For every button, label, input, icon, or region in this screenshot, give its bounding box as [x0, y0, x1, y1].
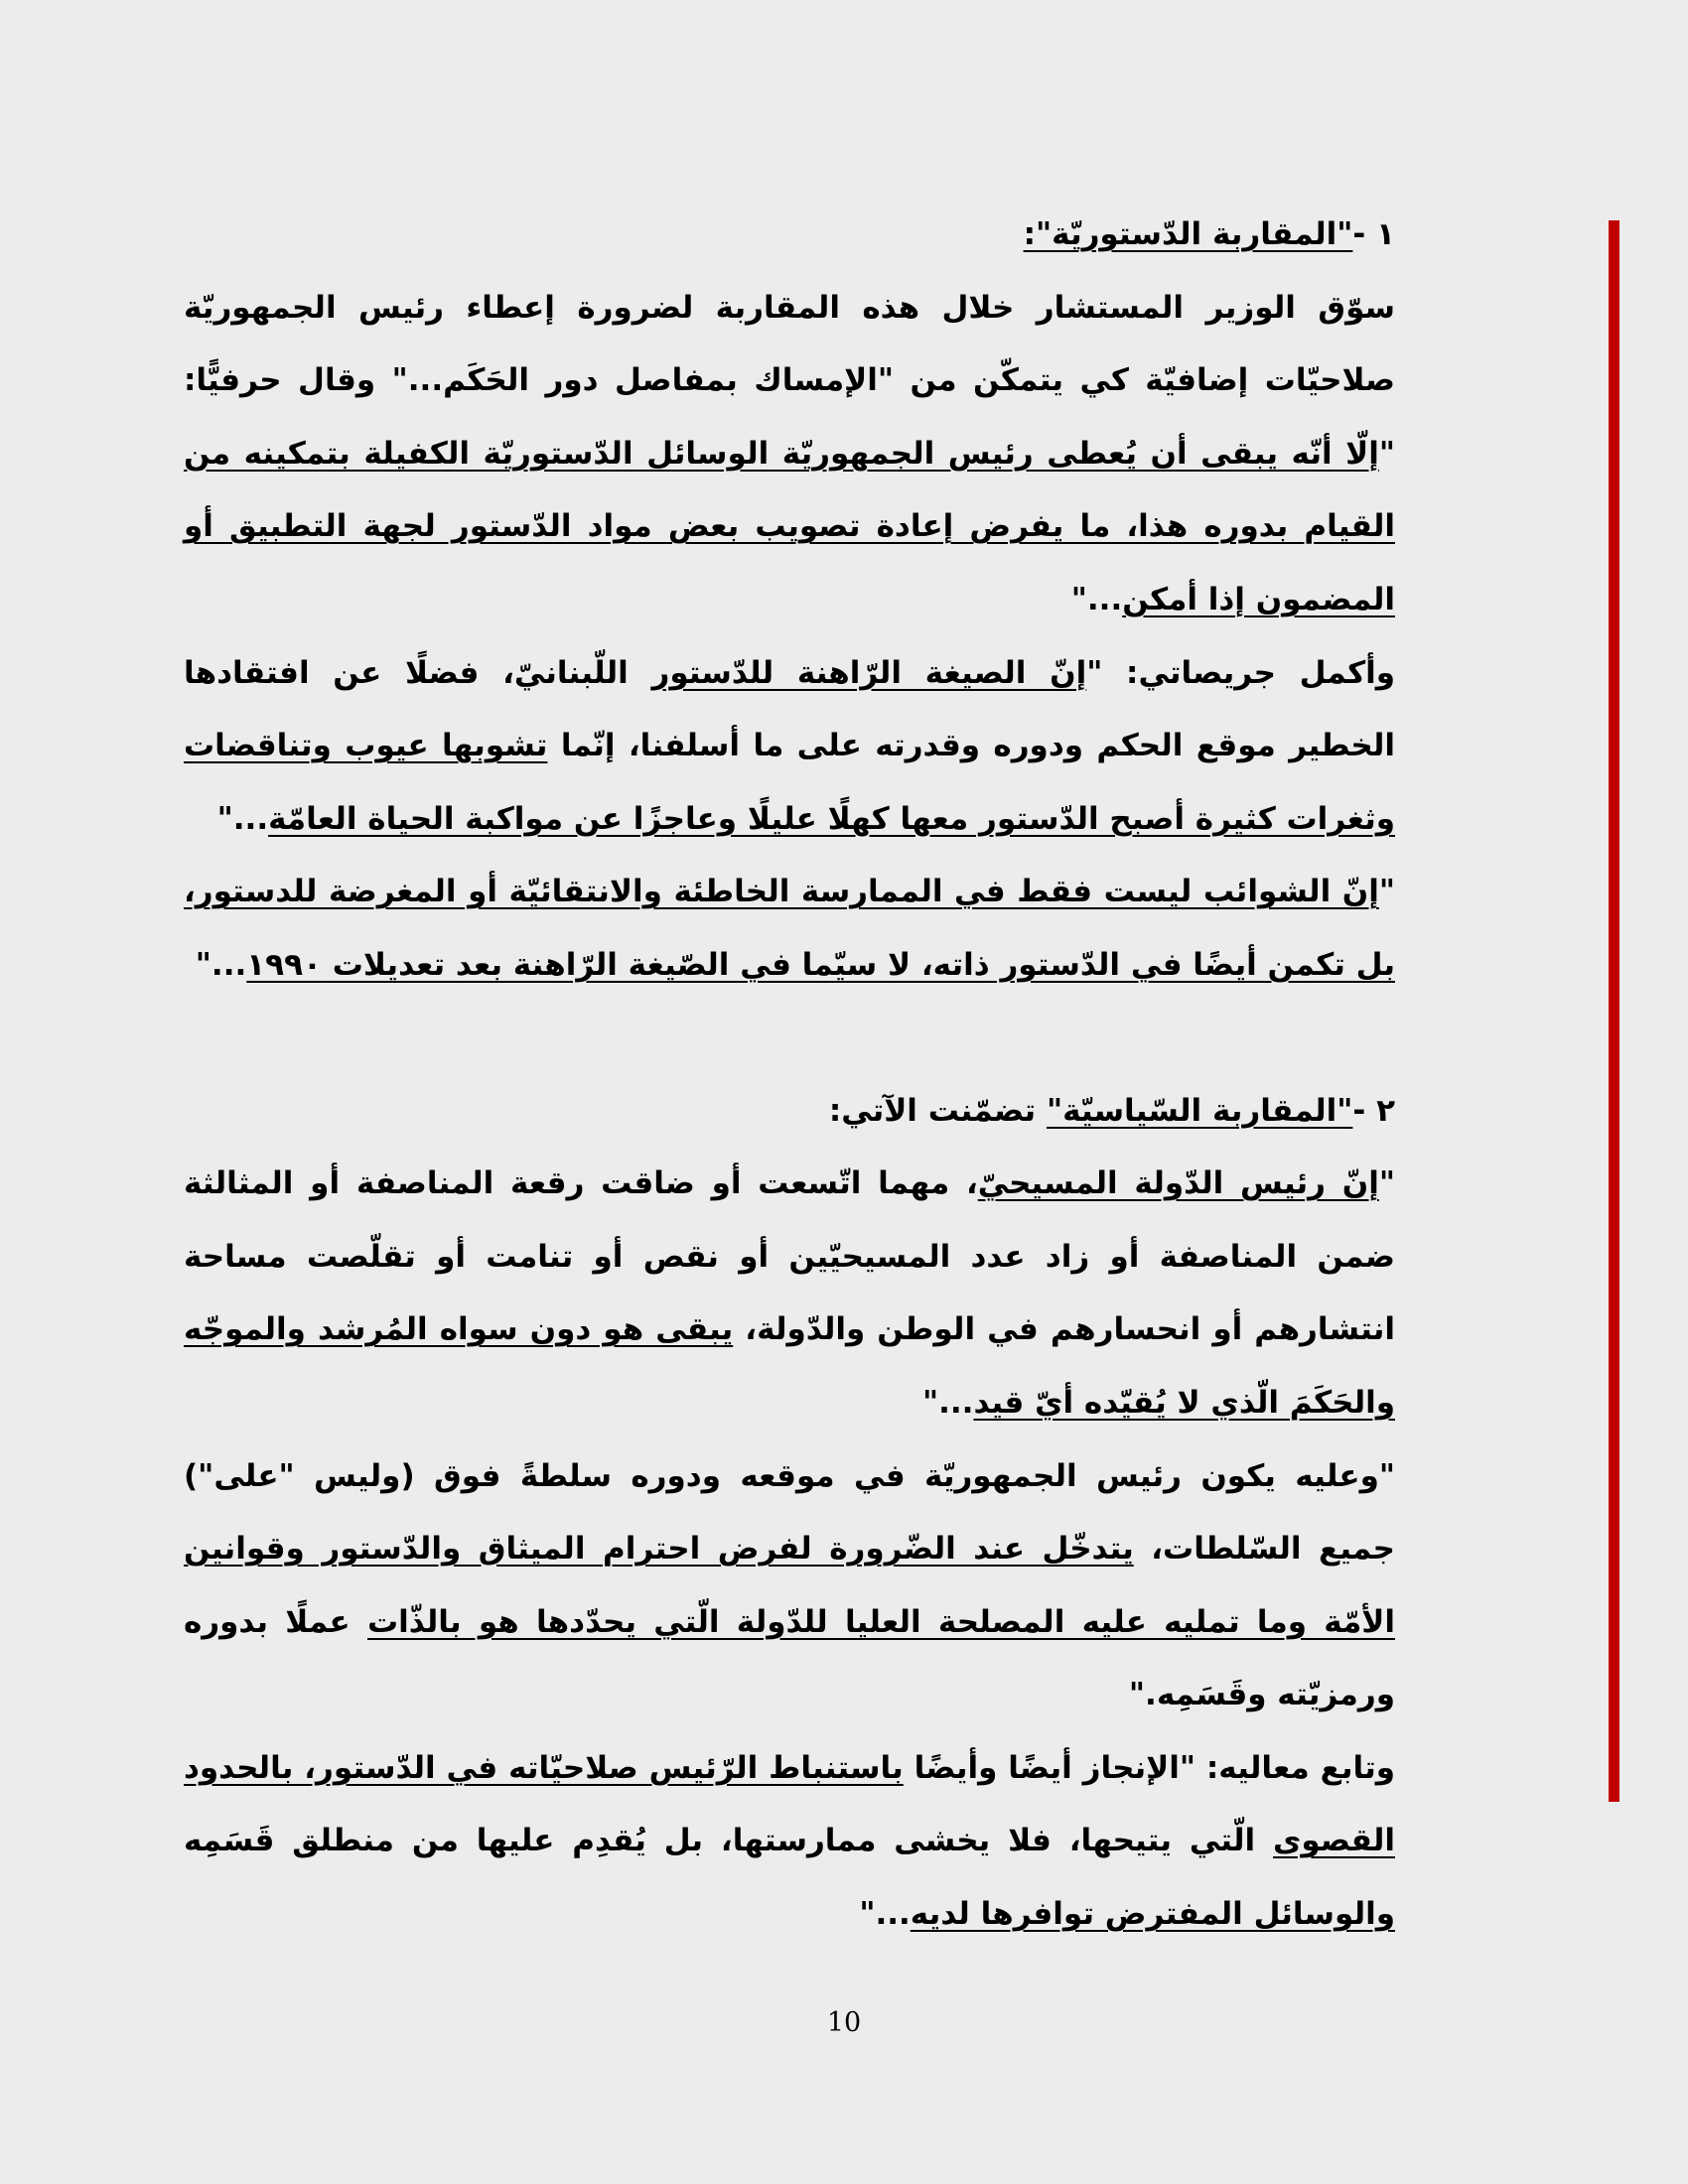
underlined-quote: تشوبها عيوب وتناقضات وثغرات كثيرة أصبح الدّستور معها كهلًا عليلًا وعاجزًا عن مواكبة الحياة العامّة — [184, 728, 1395, 837]
section-1-paragraph-1 — [184, 272, 1395, 637]
section-2-title: "المقاربة السّياسيّة" — [1046, 1092, 1353, 1129]
section-1-paragraph-2 — [184, 637, 1395, 857]
section-spacer — [184, 1003, 1395, 1075]
paragraph-text: الّتي يتيحها، فلا يخشى ممارستها، بل يُقدِم عليها من منطلق قَسَمِه — [184, 1823, 1274, 1859]
paragraph-text: ..." — [921, 1384, 974, 1421]
underlined-quote: يبقى هو دون سواه المُرشد والموجّه والحَكَمَ الّذي لا يُقيّده أيّ قيد — [184, 1311, 1395, 1421]
paragraph-text: " — [1378, 1165, 1395, 1202]
underlined-quote: إنّ الشوائب ليست فقط في الممارسة الخاطئة والانتقائيّة أو المغرضة للدستور، بل تكمن أيضًا في الدّستور ذاته، لا سيّما في الصّيغة الرّاهنة بعد تعديلات ١٩٩٠ — [184, 874, 1395, 983]
section-2-heading — [184, 1075, 1395, 1149]
paragraph-text: عملًا بدوره ورمزيّته وقَسَمِه." — [184, 1603, 1395, 1713]
paragraph-text: ..." — [195, 946, 247, 983]
paragraph-text: ..." — [216, 800, 269, 837]
paragraph-text: اللّبنانيّ، فضلًا عن افتقادها الخطير موقع الحكم ودوره وقدرته على ما أسلفنا، إنّما — [184, 654, 1395, 764]
paragraph-text: ..." — [1070, 581, 1123, 617]
paragraph-text: "وعليه يكون رئيس الجمهوريّة في موقعه ودوره سلطةً فوق (وليس "على") جميع السّلطات، — [184, 1457, 1395, 1568]
section-2-paragraph-3 — [184, 1732, 1395, 1952]
paragraph-text: وأكمل جريصاتي: " — [1086, 654, 1395, 691]
document-body — [184, 199, 1395, 1952]
margin-accent-bar — [1609, 220, 1619, 1802]
section-2-paragraph-1 — [184, 1148, 1395, 1439]
section-1-paragraph-3 — [184, 856, 1395, 1002]
underlined-quote: إنّ رئيس الدّولة المسيحيّ — [977, 1165, 1379, 1202]
paragraph-text: ..." — [859, 1896, 911, 1933]
section-2-title-tail: تضمّنت الآتي: — [828, 1092, 1047, 1129]
underlined-quote: باستنباط الرّئيس صلاحيّاته في الدّستور، بالحدود القصوى — [184, 1749, 1395, 1859]
section-2-number: ٢ - — [1352, 1092, 1395, 1129]
paragraph-text: ، مهما اتّسعت أو ضاقت رقعة المناصفة أو المثالثة ضمن المناصفة أو زاد عدد المسيحيّين أو نقص أو تنامت أو تقلّصت مساحة انتشارهم أو انحسارهم في الوطن والدّولة، — [184, 1165, 1396, 1348]
section-1-number: ١ - — [1352, 216, 1395, 252]
underlined-quote: يتدخّل عند الضّرورة لفرض احترام الميثاق والدّستور وقوانين الأمّة وما تمليه عليه المصلحة العليا للدّولة الّتي يحدّدها هو بالذّات — [184, 1531, 1395, 1640]
page-number: 10 — [826, 2007, 862, 2038]
section-1-title: "المقاربة الدّستوريّة": — [1023, 216, 1353, 252]
underlined-quote: إلّا أنّه يبقى أن يُعطى رئيس الجمهوريّة الوسائل الدّستوريّة الكفيلة بتمكينه من القيام بدوره هذا، ما يفرض إعادة تصويب بعض مواد الدّستور لجهة التطبيق أو المضمون إذا أمكن — [184, 435, 1395, 617]
underlined-quote: والوسائل المفترض توافرها لديه — [910, 1896, 1395, 1933]
paragraph-text: " — [1378, 874, 1395, 910]
section-1-heading — [184, 199, 1395, 272]
underlined-quote: إنّ الصيغة الرّاهنة للدّستور — [651, 654, 1087, 691]
paragraph-text: وتابع معاليه: "الإنجاز أيضًا وأيضًا — [903, 1749, 1396, 1786]
section-2-paragraph-2 — [184, 1440, 1395, 1732]
paragraph-text: سوّق الوزير المستشار خلال هذه المقاربة لضرورة إعطاء رئيس الجمهوريّة صلاحيّات إضافيّة كي يتمكّن من "الإمساك بمفاصل دور الحَكَم..." وقال حرفيًّا: " — [184, 289, 1395, 472]
